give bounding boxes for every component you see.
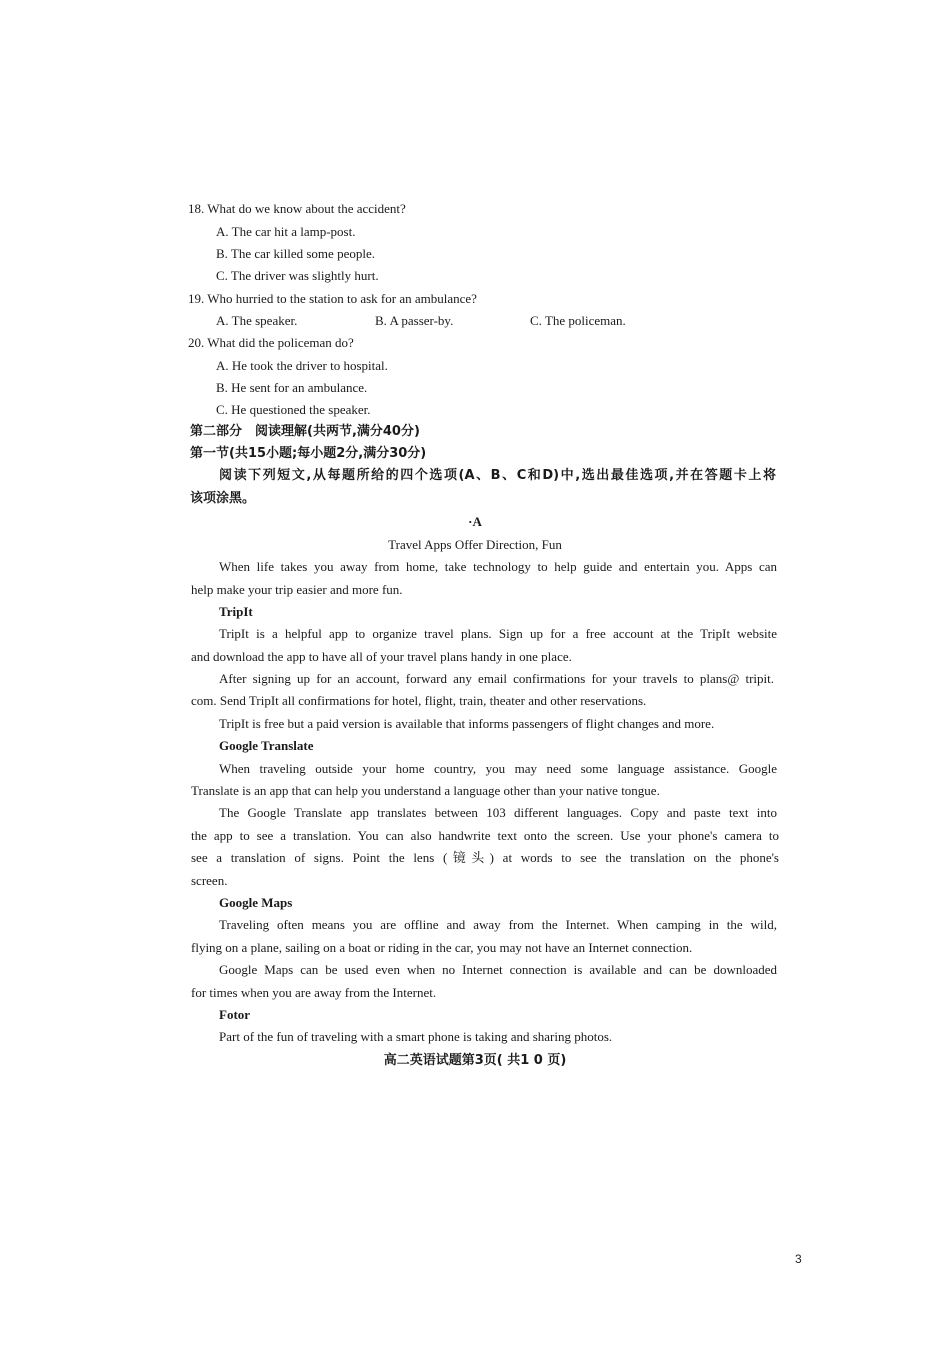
google-maps-p2-line-1: Google Maps can be used even when no Internet connection is available and can be downloaded <box>219 962 777 977</box>
intro-line-2: help make your trip easier and more fun. <box>191 582 403 597</box>
question-19-option-a: A. The speaker. <box>216 313 298 328</box>
fotor-p1: Part of the fun of traveling with a smart phone is taking and sharing photos. <box>219 1029 613 1044</box>
tripit-p1-line-1: TripIt is a helpful app to organize travel plans. Sign up for a free account at the TripIt website <box>219 626 777 641</box>
google-maps-p2-line-2: for times when you are away from the Internet. <box>191 985 437 1000</box>
google-translate-p2-line-3: see a translation of signs. Point the lens (镜头) at words to see the translation on the phone's <box>191 850 779 865</box>
question-18-stem: 18. What do we know about the accident? <box>188 201 406 216</box>
page-number: 3 <box>795 1252 802 1266</box>
question-18-option-a: A. The car hit a lamp-post. <box>216 224 356 239</box>
fotor-heading: Fotor <box>219 1007 251 1022</box>
tripit-p3: TripIt is free but a paid version is available that informs passengers of flight changes and more. <box>219 716 715 731</box>
tripit-heading: TripIt <box>219 604 253 619</box>
google-translate-p1-line-2: Translate is an app that can help you understand a language other than your native tongue. <box>191 783 660 798</box>
question-19-option-c: C. The policeman. <box>530 313 626 328</box>
tripit-p2-line-1: After signing up for an account, forward any email confirmations for your travels to plans@ tripit. <box>219 671 774 686</box>
passage-label: ·A <box>468 514 482 529</box>
question-20-option-b: B. He sent for an ambulance. <box>216 380 368 395</box>
question-18-option-b: B. The car killed some people. <box>216 246 375 261</box>
google-translate-heading: Google Translate <box>219 738 314 753</box>
google-maps-heading: Google Maps <box>219 895 293 910</box>
google-maps-p1-line-1: Traveling often means you are offline and away from the Internet. When camping in the wild, <box>219 917 777 932</box>
passage-label-text: A <box>472 514 482 529</box>
tripit-p2-line-2: com. Send TripIt all confirmations for hotel, flight, train, theater and other reservations. <box>191 693 647 708</box>
google-translate-p1-line-1: When traveling outside your home country, you may need some language assistance. Google <box>219 761 777 776</box>
intro-line-1: When life takes you away from home, take technology to help guide and entertain you. Apps can <box>219 559 777 574</box>
question-20-option-c: C. He questioned the speaker. <box>216 402 371 417</box>
question-19-option-b: B. A passer-by. <box>375 313 454 328</box>
instructions-line-1: 阅读下列短文,从每题所给的四个选项(A、B、C和D)中,选出最佳选项,并在答题卡上将 <box>219 468 777 483</box>
passage-title: Travel Apps Offer Direction, Fun <box>388 537 562 552</box>
subsection-1-header: 第一节(共15小题;每小题2分,满分30分) <box>190 446 427 461</box>
google-translate-p2-line-1: The Google Translate app translates between 103 different languages. Copy and paste text into <box>219 805 777 820</box>
question-19-stem: 19. Who hurried to the station to ask for an ambulance? <box>188 291 477 306</box>
page-footer: 高二英语试题第3页( 共1 0 页) <box>383 1053 567 1068</box>
google-translate-p2-line-4: screen. <box>191 873 228 888</box>
question-20-option-a: A. He took the driver to hospital. <box>216 358 388 373</box>
section-2-header: 第二部分 阅读理解(共两节,满分40分) <box>190 424 420 439</box>
tripit-p1-line-2: and download the app to have all of your travel plans handy in one place. <box>191 649 572 664</box>
google-maps-p1-line-2: flying on a plane, sailing on a boat or riding in the car, you may not have an Internet connection. <box>191 940 693 955</box>
question-20-stem: 20. What did the policeman do? <box>188 335 354 350</box>
google-translate-p2-line-2: the app to see a translation. You can also handwrite text onto the screen. Use your phone's camera to <box>191 828 779 843</box>
question-18-option-c: C. The driver was slightly hurt. <box>216 268 379 283</box>
instructions-line-2: 该项涂黑。 <box>190 491 256 506</box>
